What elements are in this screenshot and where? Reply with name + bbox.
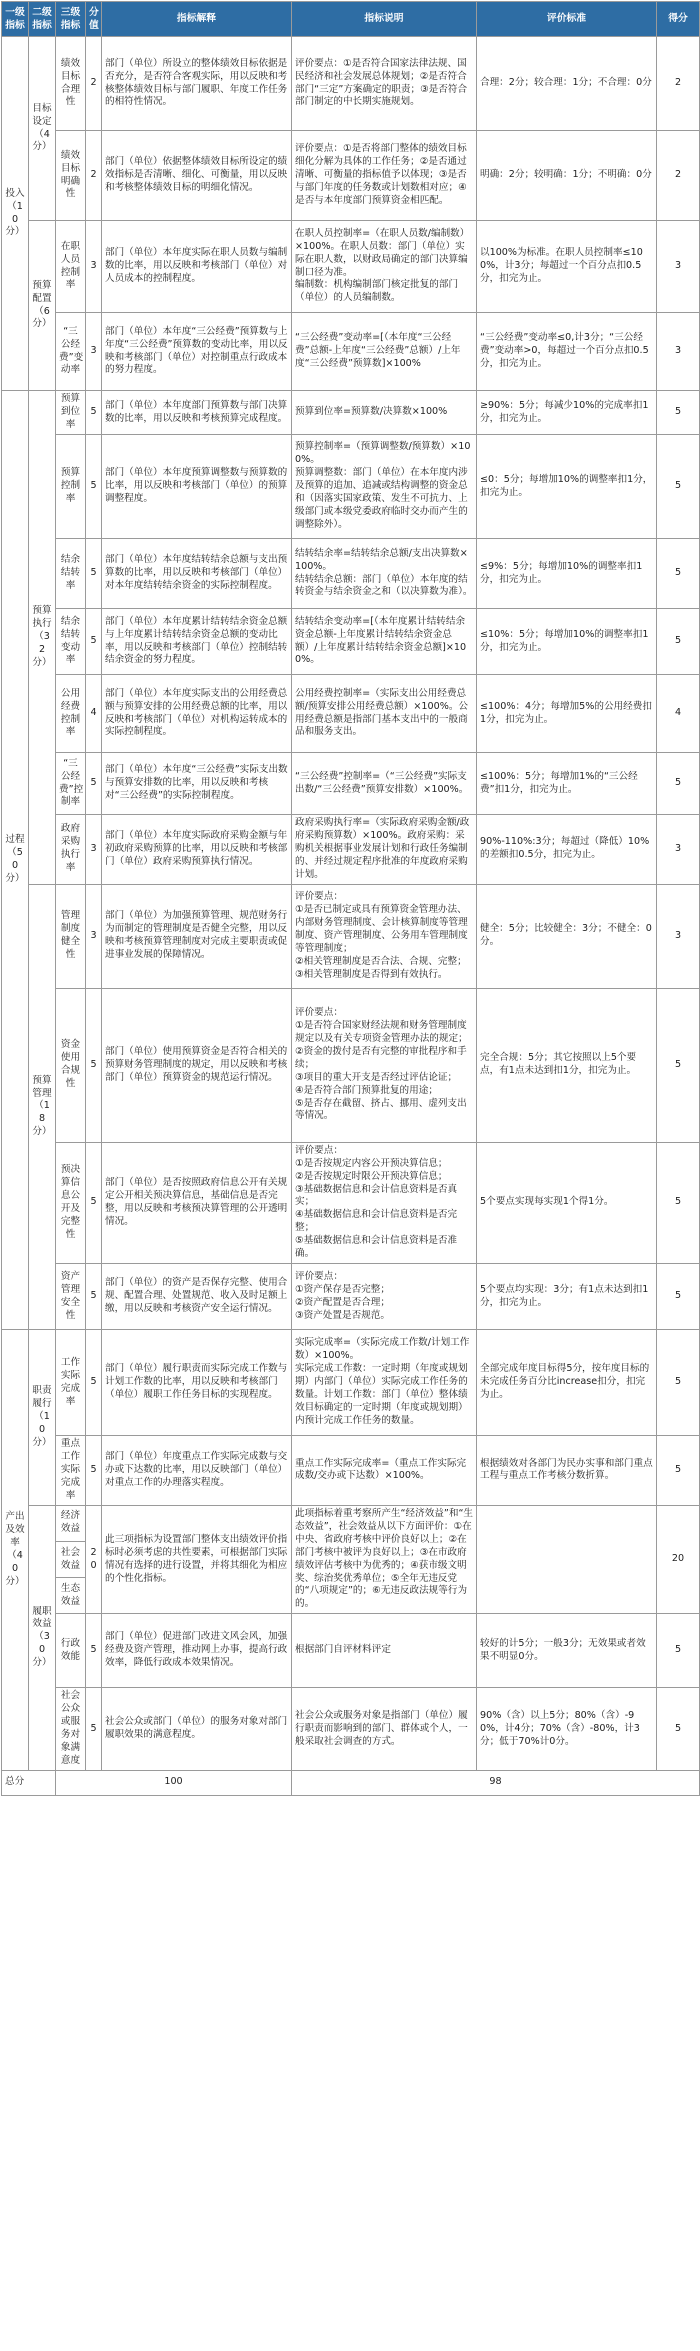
level3-cell: 生态效益 [56,1578,86,1614]
table-header-row [2,2,700,37]
description-cell: 结转结余率=结转结余总额/支出决算数×100%。 结转结余总额：部门（单位）本年度的结转资金与结余资金之和（以决算数为准）。 [292,539,477,609]
total-row [2,1770,700,1795]
table-row [2,1436,700,1506]
result-cell: 3 [657,815,700,885]
level3-cell: 社会效益 [56,1541,86,1577]
result-cell: 5 [657,1330,700,1436]
table-row [2,313,700,391]
description-cell: 预算控制率=（预算调整数/预算数）×100%。 预算调整数：部门（单位）在本年度内涉及预算的追加、追减或结构调整的资金总和（因落实国家政策、发生不可抗力、上级部门或本级党委政府临时交办而产生的调整除外）。 [292,435,477,539]
level3-cell: 结余结转变动率 [56,609,86,675]
standard-cell: 完全合规：5分；其它按照以上5个要点，有1点未达到扣1分，扣完为止。 [477,988,657,1142]
explanation-cell: 部门（单位）本年度实际在职人员数与编制数的比率，用以反映和考核部门（单位）对人员成本的控制程度。 [102,221,292,313]
level3-cell: 资金使用合规性 [56,988,86,1142]
score-cell: 5 [86,1614,102,1688]
table-row [2,675,700,753]
explanation-cell: 部门（单位）本年度结转结余总额与支出预算数的比率，用以反映和考核部门（单位）对本年度结转结余资金的实际控制程度。 [102,539,292,609]
standard-cell: “三公经费”变动率≤0,计3分；“三公经费”变动率>0，每超过一个百分点扣0.5分，扣完为止。 [477,313,657,391]
result-cell: 5 [657,1142,700,1263]
standard-cell: 以100%为标准。在职人员控制率≤100%，计3分；每超过一个百分点扣0.5分，扣完为止。 [477,221,657,313]
standard-cell: 5个要点实现每实现1个得1分。 [477,1142,657,1263]
total-label: 总分 [2,1770,56,1795]
score-cell: 5 [86,1264,102,1330]
explanation-cell: 部门（单位）的资产是否保存完整、使用合规、配置合理、处置规范、收入及时足额上缴，用以反映和考核资产安全运行情况。 [102,1264,292,1330]
standard-cell: 合理：2分；较合理：1分；不合理：0分 [477,37,657,131]
header-standard: 评价标准 [477,2,657,37]
score-cell: 5 [86,1688,102,1771]
standard-cell: ≤0：5分；每增加10%的调整率扣1分，扣完为止。 [477,435,657,539]
table-row [2,1614,700,1688]
explanation-cell: 部门（单位）本年度实际支出的公用经费总额与预算安排的公用经费总额的比率，用以反映和考核部门（单位）对机构运转成本的实际控制程度。 [102,675,292,753]
result-cell: 5 [657,1688,700,1771]
explanation-cell: 部门（单位）年度重点工作实际完成数与交办或下达数的比率，用以反映部门（单位）对重点工作的办理落实程度。 [102,1436,292,1506]
description-cell: “三公经费”变动率=[（本年度“三公经费”总额-上年度“三公经费”总额）/上年度“三公经费”预算数]×100% [292,313,477,391]
level3-cell: 政府采购执行率 [56,815,86,885]
score-cell: 20 [86,1505,102,1614]
level3-cell: 预算控制率 [56,435,86,539]
table-row [2,1688,700,1771]
result-cell: 3 [657,313,700,391]
explanation-cell: 部门（单位）为加强预算管理、规范财务行为而制定的管理制度是否健全完整，用以反映和考核预算管理制度对完成主要职责或促进事业发展的保障情况。 [102,884,292,988]
header-result: 得分 [657,2,700,37]
level3-cell: “三公经费”控制率 [56,753,86,815]
level3-cell: 预决算信息公开及完整性 [56,1142,86,1263]
level3-cell: 预算到位率 [56,391,86,435]
explanation-cell: 部门（单位）依据整体绩效目标所设定的绩效指标是否清晰、细化、可衡量，用以反映和考核整体绩效目标的明细化情况。 [102,131,292,221]
description-cell: 评价要点： ①是否已制定或具有预算资金管理办法、内部财务管理制度、会计核算制度等管理制度、资产管理制度、公务用车管理制度等管理制度； ②相关管理制度是否合法、合规、完整； ③相关管理制度是否得到有效执行。 [292,884,477,988]
explanation-cell: 部门（单位）本年度部门预算数与部门决算数的比率，用以反映和考核预算完成程度。 [102,391,292,435]
result-cell: 5 [657,435,700,539]
standard-cell: ≤100%：4分；每增加5%的公用经费扣1分，扣完为止。 [477,675,657,753]
standard-cell: 明确：2分；较明确：1分；不明确：0分 [477,131,657,221]
result-cell: 5 [657,1614,700,1688]
description-cell: 此项指标着重考察所产生“经济效益”和“生态效益”，社会效益从以下方面评价：①在中央、省政府考核中评价良好以上；②在部门考核中被评为良好以上；③在市政府绩效评估考核中为优秀的；④获市级文明奖、综治奖优秀单位；⑤全年无违反党的“八项规定”的；⑥无违反政法规等行为的。 [292,1505,477,1614]
standard-cell: ≥90%：5分；每减少10%的完成率扣1分，扣完为止。 [477,391,657,435]
table-row [2,753,700,815]
header-level1: 一级指标 [2,2,29,37]
table-row [2,884,700,988]
total-result: 98 [292,1770,700,1795]
result-cell: 5 [657,391,700,435]
explanation-cell: 部门（单位）促进部门改进文风会风，加强经费及资产管理，推动网上办事，提高行政效率，降低行政成本效果情况。 [102,1614,292,1688]
level3-cell: “三公经费”变动率 [56,313,86,391]
level1-cell: 投入（10分） [2,37,29,391]
score-cell: 5 [86,391,102,435]
level2-cell: 预算配置（6分） [29,221,56,391]
level3-cell: 行政效能 [56,1614,86,1688]
explanation-cell: 部门（单位）本年度“三公经费”实际支出数与预算安排数的比率，用以反映和考核对“三公经费”的实际控制程度。 [102,753,292,815]
level2-cell: 履职效益（30分） [29,1505,56,1770]
score-cell: 3 [86,815,102,885]
result-cell: 2 [657,37,700,131]
level3-cell: 绩效目标明确性 [56,131,86,221]
result-cell: 5 [657,1264,700,1330]
level3-cell: 资产管理安全性 [56,1264,86,1330]
level2-cell: 预算管理（18分） [29,884,56,1329]
level2-cell: 职责履行（10分） [29,1330,56,1506]
table-row [2,815,700,885]
level3-cell: 工作实际完成率 [56,1330,86,1436]
score-cell: 5 [86,1330,102,1436]
score-cell: 5 [86,988,102,1142]
table-row [2,221,700,313]
score-cell: 5 [86,1142,102,1263]
table-row [2,391,700,435]
description-cell: 重点工作实际完成率=（重点工作实际完成数/交办或下达数）×100%。 [292,1436,477,1506]
result-cell: 5 [657,609,700,675]
standard-cell: 根据绩效对各部门为民办实事和部门重点工程与重点工作考核分数折算。 [477,1436,657,1506]
result-cell: 3 [657,221,700,313]
standard-cell: 较好的计5分；一般3分；无效果或者效果不明显0分。 [477,1614,657,1688]
score-cell: 2 [86,37,102,131]
score-cell: 5 [86,435,102,539]
header-level2: 二级指标 [29,2,56,37]
explanation-cell: 部门（单位）本年度实际政府采购金额与年初政府采购预算的比率，用以反映和考核部门（单位）政府采购预算执行情况。 [102,815,292,885]
level1-cell: 产出及效率（40分） [2,1330,29,1771]
level2-cell: 目标设定（4分） [29,37,56,221]
description-cell: 预算到位率=预算数/决算数×100% [292,391,477,435]
level1-cell: 过程（50分） [2,391,29,1330]
header-level3: 三级指标 [56,2,86,37]
standard-cell: 90%-110%:3分；每超过（降低）10%的差额扣0.5分，扣完为止。 [477,815,657,885]
table-row [2,539,700,609]
level3-cell: 社会公众或服务对象满意度 [56,1688,86,1771]
standard-cell: 5个要点均实现：3分；有1点未达到扣1分，扣完为止。 [477,1264,657,1330]
description-cell: 评价要点： ①是否按规定内容公开预决算信息； ②是否按规定时限公开预决算信息； ③基础数据信息和会计信息资料是否真实； ④基础数据信息和会计信息资料是否完整； ⑤基础数据信息和会计信息资料是否准确。 [292,1142,477,1263]
description-cell: 政府采购执行率=（实际政府采购金额/政府采购预算数）×100%。政府采购：采购机关根据事业发展计划和行政任务编制的、并经过规定程序批准的年度政府采购计划。 [292,815,477,885]
explanation-cell: 部门（单位）是否按照政府信息公开有关规定公开相关预决算信息，基础信息是否完整，用以反映和考核预决算管理的公开透明情况。 [102,1142,292,1263]
description-cell: 评价要点：①是否将部门整体的绩效目标细化分解为具体的工作任务；②是否通过清晰、可衡量的指标值予以体现；③是否与部门年度的任务数或计划数相对应；④是否与本年度部门预算资金相匹配。 [292,131,477,221]
result-cell: 5 [657,753,700,815]
level2-cell: 预算执行（32分） [29,391,56,885]
description-cell: 结转结余变动率=[（本年度累计结转结余资金总额-上年度累计结转结余资金总额）/上年度累计结转结余资金总额]×100%。 [292,609,477,675]
score-cell: 5 [86,753,102,815]
table-row [2,131,700,221]
level3-cell: 管理制度健全性 [56,884,86,988]
score-cell: 5 [86,609,102,675]
explanation-cell: 此三项指标为设置部门整体支出绩效评价指标时必须考虑的共性要素，可根据部门实际情况有选择的进行设置，并将其细化为相应的个性化指标。 [102,1505,292,1614]
standard-cell: 全部完成年度目标得5分，按年度目标的未完成任务百分比increase扣分，扣完为止。 [477,1330,657,1436]
explanation-cell: 社会公众或部门（单位）的服务对象对部门履职效果的满意程度。 [102,1688,292,1771]
explanation-cell: 部门（单位）本年度预算调整数与预算数的比率，用以反映和考核部门（单位）的预算调整程度。 [102,435,292,539]
explanation-cell: 部门（单位）本年度累计结转结余资金总额与上年度累计结转结余资金总额的变动比率，用以反映和考核部门（单位）控制结转结余资金的努力程度。 [102,609,292,675]
table-row [2,1264,700,1330]
standard-cell: ≤10%：5分；每增加10%的调整率扣1分，扣完为止。 [477,609,657,675]
explanation-cell: 部门（单位）所设立的整体绩效目标依据是否充分，是否符合客观实际，用以反映和考核整体绩效目标与部门履职、年度工作任务的相符性情况。 [102,37,292,131]
result-cell: 5 [657,988,700,1142]
table-row [2,609,700,675]
description-cell: 在职人员控制率=（在职人员数/编制数）×100%。在职人员数：部门（单位）实际在职人数，以财政局确定的部门决算编制口径为准。 编制数：机构编制部门核定批复的部门（单位）的人员编制数。 [292,221,477,313]
score-cell: 5 [86,1436,102,1506]
score-cell: 3 [86,884,102,988]
header-score: 分值 [86,2,102,37]
table-row [2,435,700,539]
header-explanation: 指标解释 [102,2,292,37]
description-cell: 根据部门自评材料评定 [292,1614,477,1688]
table-row [2,988,700,1142]
result-cell: 2 [657,131,700,221]
description-cell: 评价要点： ①资产保存是否完整； ②资产配置是否合理； ③资产处置是否规范。 [292,1264,477,1330]
standard-cell: 90%（含）以上5分；80%（含）-90%，计4分；70%（含）-80%，计3分；低于70%计0分。 [477,1688,657,1771]
result-cell: 4 [657,675,700,753]
table-row [2,1505,700,1541]
level3-cell: 经济效益 [56,1505,86,1541]
score-cell: 2 [86,131,102,221]
description-cell: 社会公众或服务对象是指部门（单位）履行职责而影响到的部门、群体或个人，一般采取社会调查的方式。 [292,1688,477,1771]
table-row [2,1330,700,1436]
description-cell: “三公经费”控制率=（“三公经费”实际支出数/“三公经费”预算安排数）×100%。 [292,753,477,815]
level3-cell: 重点工作实际完成率 [56,1436,86,1506]
level3-cell: 结余结转率 [56,539,86,609]
table-row [2,37,700,131]
result-cell: 5 [657,539,700,609]
standard-cell: 健全：5分；比较健全：3分；不健全：0分。 [477,884,657,988]
result-cell: 5 [657,1436,700,1506]
header-description: 指标说明 [292,2,477,37]
standard-cell [477,1505,657,1614]
level3-cell: 公用经费控制率 [56,675,86,753]
score-cell: 5 [86,539,102,609]
description-cell: 实际完成率=（实际完成工作数/计划工作数）×100%。 实际完成工作数：一定时期（年度或规划期）内部门（单位）实际完成工作任务的数量。计划工作数：部门（单位）整体绩效目标确定的一定时期（年度或规划期）内预计完成工作任务的数量。 [292,1330,477,1436]
explanation-cell: 部门（单位）使用预算资金是否符合相关的预算财务管理制度的规定，用以反映和考核部门（单位）预算资金的规范运行情况。 [102,988,292,1142]
result-cell: 20 [657,1505,700,1614]
result-cell: 3 [657,884,700,988]
score-cell: 3 [86,221,102,313]
score-cell: 4 [86,675,102,753]
score-cell: 3 [86,313,102,391]
description-cell: 评价要点：①是否符合国家法律法规、国民经济和社会发展总体规划；②是否符合部门“三定”方案确定的职责；③是否符合部门制定的中长期实施规划。 [292,37,477,131]
standard-cell: ≤100%：5分；每增加1%的“三公经费”扣1分，扣完为止。 [477,753,657,815]
description-cell: 评价要点： ①是否符合国家财经法规和财务管理制度规定以及有关专项资金管理办法的规定； ②资金的拨付是否有完整的审批程序和手续； ③项目的重大开支是否经过评估论证； ④是否符合部门预算批复的用途； ⑤是否存在截留、挤占、挪用、虚列支出等情况。 [292,988,477,1142]
standard-cell: ≤9%：5分；每增加10%的调整率扣1分，扣完为止。 [477,539,657,609]
total-score: 100 [56,1770,292,1795]
table-row [2,1142,700,1263]
level3-cell: 在职人员控制率 [56,221,86,313]
description-cell: 公用经费控制率=（实际支出公用经费总额/预算安排公用经费总额）×100%。公用经费总额是指部门基本支出中的一般商品和服务支出。 [292,675,477,753]
explanation-cell: 部门（单位）本年度“三公经费”预算数与上年度“三公经费”预算数的变动比率，用以反映和考核部门（单位）对控制重点行政成本的努力程度。 [102,313,292,391]
explanation-cell: 部门（单位）履行职责而实际完成工作数与计划工作数的比率，用以反映和考核部门（单位）履职工作任务目标的实现程度。 [102,1330,292,1436]
performance-evaluation-table [1,1,700,1796]
level3-cell: 绩效目标合理性 [56,37,86,131]
